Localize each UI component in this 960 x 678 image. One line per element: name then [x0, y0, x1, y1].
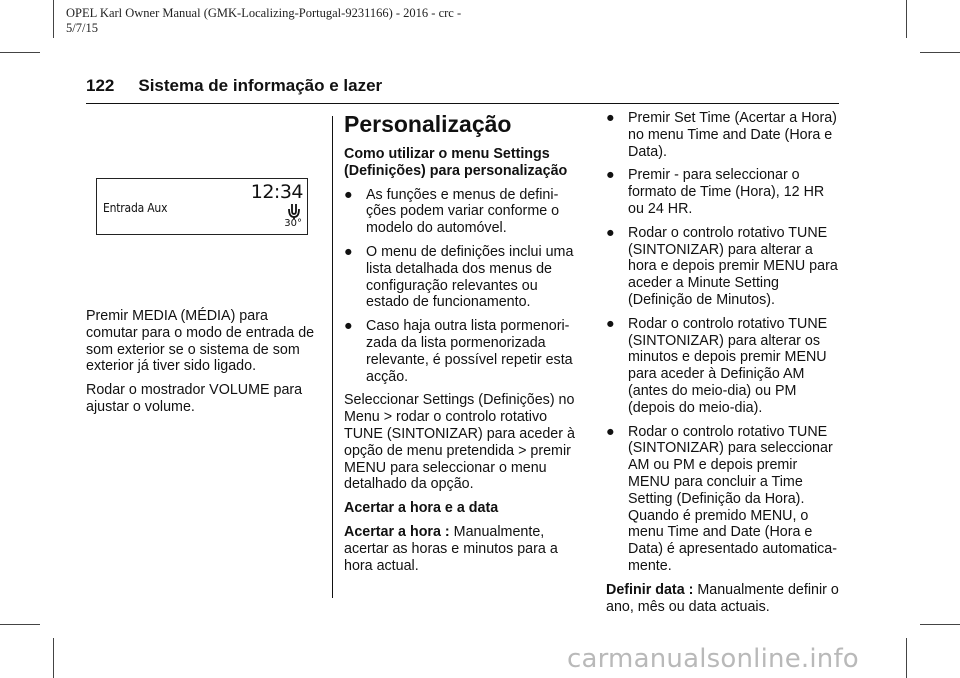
subtitle-time-date: Acertar a hora e a data: [344, 500, 499, 517]
page-header: [86, 76, 382, 96]
list-item-text: Premir - para seleccionar o formato de Time (Hora), 12 HR ou 24 HR.: [628, 167, 825, 217]
lead-text: Manualmente, acertar as horas e minutos para a hora actual.: [344, 523, 558, 574]
list-item-text: Caso haja outra lista pormenori-zada da lista pormenorizada relevante, é possível repetir esta acção.: [366, 318, 573, 385]
crop-mark: [0, 624, 40, 625]
page-title: Sistema de informação e lazer: [138, 76, 383, 95]
mic-icon: [287, 203, 301, 219]
bullet-icon: ●: [606, 110, 615, 126]
paragraph-media: Premir MEDIA (MÉDIA) para comutar para o modo de entrada de som exterior se o sistema de som exterior já tiver sido ligado.: [86, 308, 315, 375]
column-right: [606, 110, 842, 622]
column-divider: [332, 116, 333, 598]
list-item: [344, 187, 584, 237]
bullet-icon: ●: [606, 167, 615, 184]
lead-label: Definir data :: [606, 581, 694, 598]
bullet-icon: ●: [344, 186, 353, 203]
paragraph-set-date: [606, 582, 842, 616]
paragraph-settings: Seleccionar Settings (Definições) no Menu > rodar o controlo rotativo TUNE (SINTONIZAR) para aceder à opção de menu pretendida > premir MENU para seleccionar o menu detalhado da opção.: [344, 392, 575, 493]
crop-mark: [906, 638, 907, 678]
display-clock: 12:34: [250, 181, 303, 203]
column-middle: [344, 110, 584, 581]
list-item-text: Rodar o controlo rotativo TUNE (SINTONIZAR) para alterar a hora e depois premir MENU para aceder a Minute Setting (Definição de Minutos).: [628, 224, 838, 308]
crop-mark: [53, 0, 54, 38]
watermark: carmanualsonline.info: [567, 644, 859, 674]
subtitle-settings-menu: Como utilizar o menu Settings (Definições) para personalização: [344, 146, 568, 179]
print-header-line1: OPEL Karl Owner Manual (GMK-Localizing-Portugal-9231166) - 2016 - crc -: [66, 6, 462, 20]
crop-mark: [920, 624, 960, 625]
list-item-text: Rodar o controlo rotativo TUNE (SINTONIZAR) para seleccionar AM ou PM e depois premir MENU para concluir a Time Setting (Definição da Hora). Quando é premido MENU, o menu Time and Date (Hora e Data) é apresentado automatica-mente.: [628, 423, 838, 574]
paragraph-volume: Rodar o mostrador VOLUME para ajustar o volume.: [86, 382, 303, 415]
list-item-text: Premir Set Time (Acertar a Hora) no menu Time and Date (Hora e Data).: [628, 110, 837, 160]
list-item-text: As funções e menus de defini-ções podem variar conforme o modelo do automóvel.: [366, 186, 560, 237]
bullet-icon: ●: [344, 318, 353, 335]
list-item: [344, 244, 584, 311]
bullet-icon: ●: [606, 423, 615, 440]
display-source-label: Entrada Aux: [103, 201, 168, 215]
paragraph-set-time: [344, 524, 584, 574]
list-item: [606, 110, 842, 160]
list-item: [606, 225, 842, 309]
crop-mark: [906, 0, 907, 38]
radio-display-illustration: [96, 178, 308, 235]
page-number: 122: [86, 76, 115, 95]
list-item: [606, 424, 842, 575]
list-item: [344, 318, 584, 385]
display-temperature: 30°: [284, 218, 302, 229]
print-header-note: [66, 6, 461, 36]
crop-mark: [0, 52, 40, 53]
list-item-text: Rodar o controlo rotativo TUNE (SINTONIZAR) para alterar os minutos e depois premir MENU para aceder à Definição AM (antes do meio-dia) ou PM (depois do meio-dia).: [628, 315, 828, 416]
list-item-text: O menu de definições inclui uma lista detalhada dos menus de configuração relevantes ou estado de funcionamento.: [366, 243, 574, 311]
crop-mark: [920, 52, 960, 53]
list-item: [606, 316, 842, 417]
header-rule: [86, 103, 839, 104]
bullet-icon: ●: [606, 224, 615, 241]
crop-mark: [53, 638, 54, 678]
list-item: [606, 167, 842, 217]
print-header-line2: 5/7/15: [66, 21, 98, 35]
section-title: Personalização: [344, 111, 512, 137]
lead-text: Manualmente definir o ano, mês ou data actuais.: [606, 581, 839, 615]
bullet-icon: ●: [344, 243, 353, 260]
bullet-icon: ●: [606, 315, 615, 332]
column-left: [86, 308, 321, 423]
lead-label: Acertar a hora :: [344, 523, 450, 540]
